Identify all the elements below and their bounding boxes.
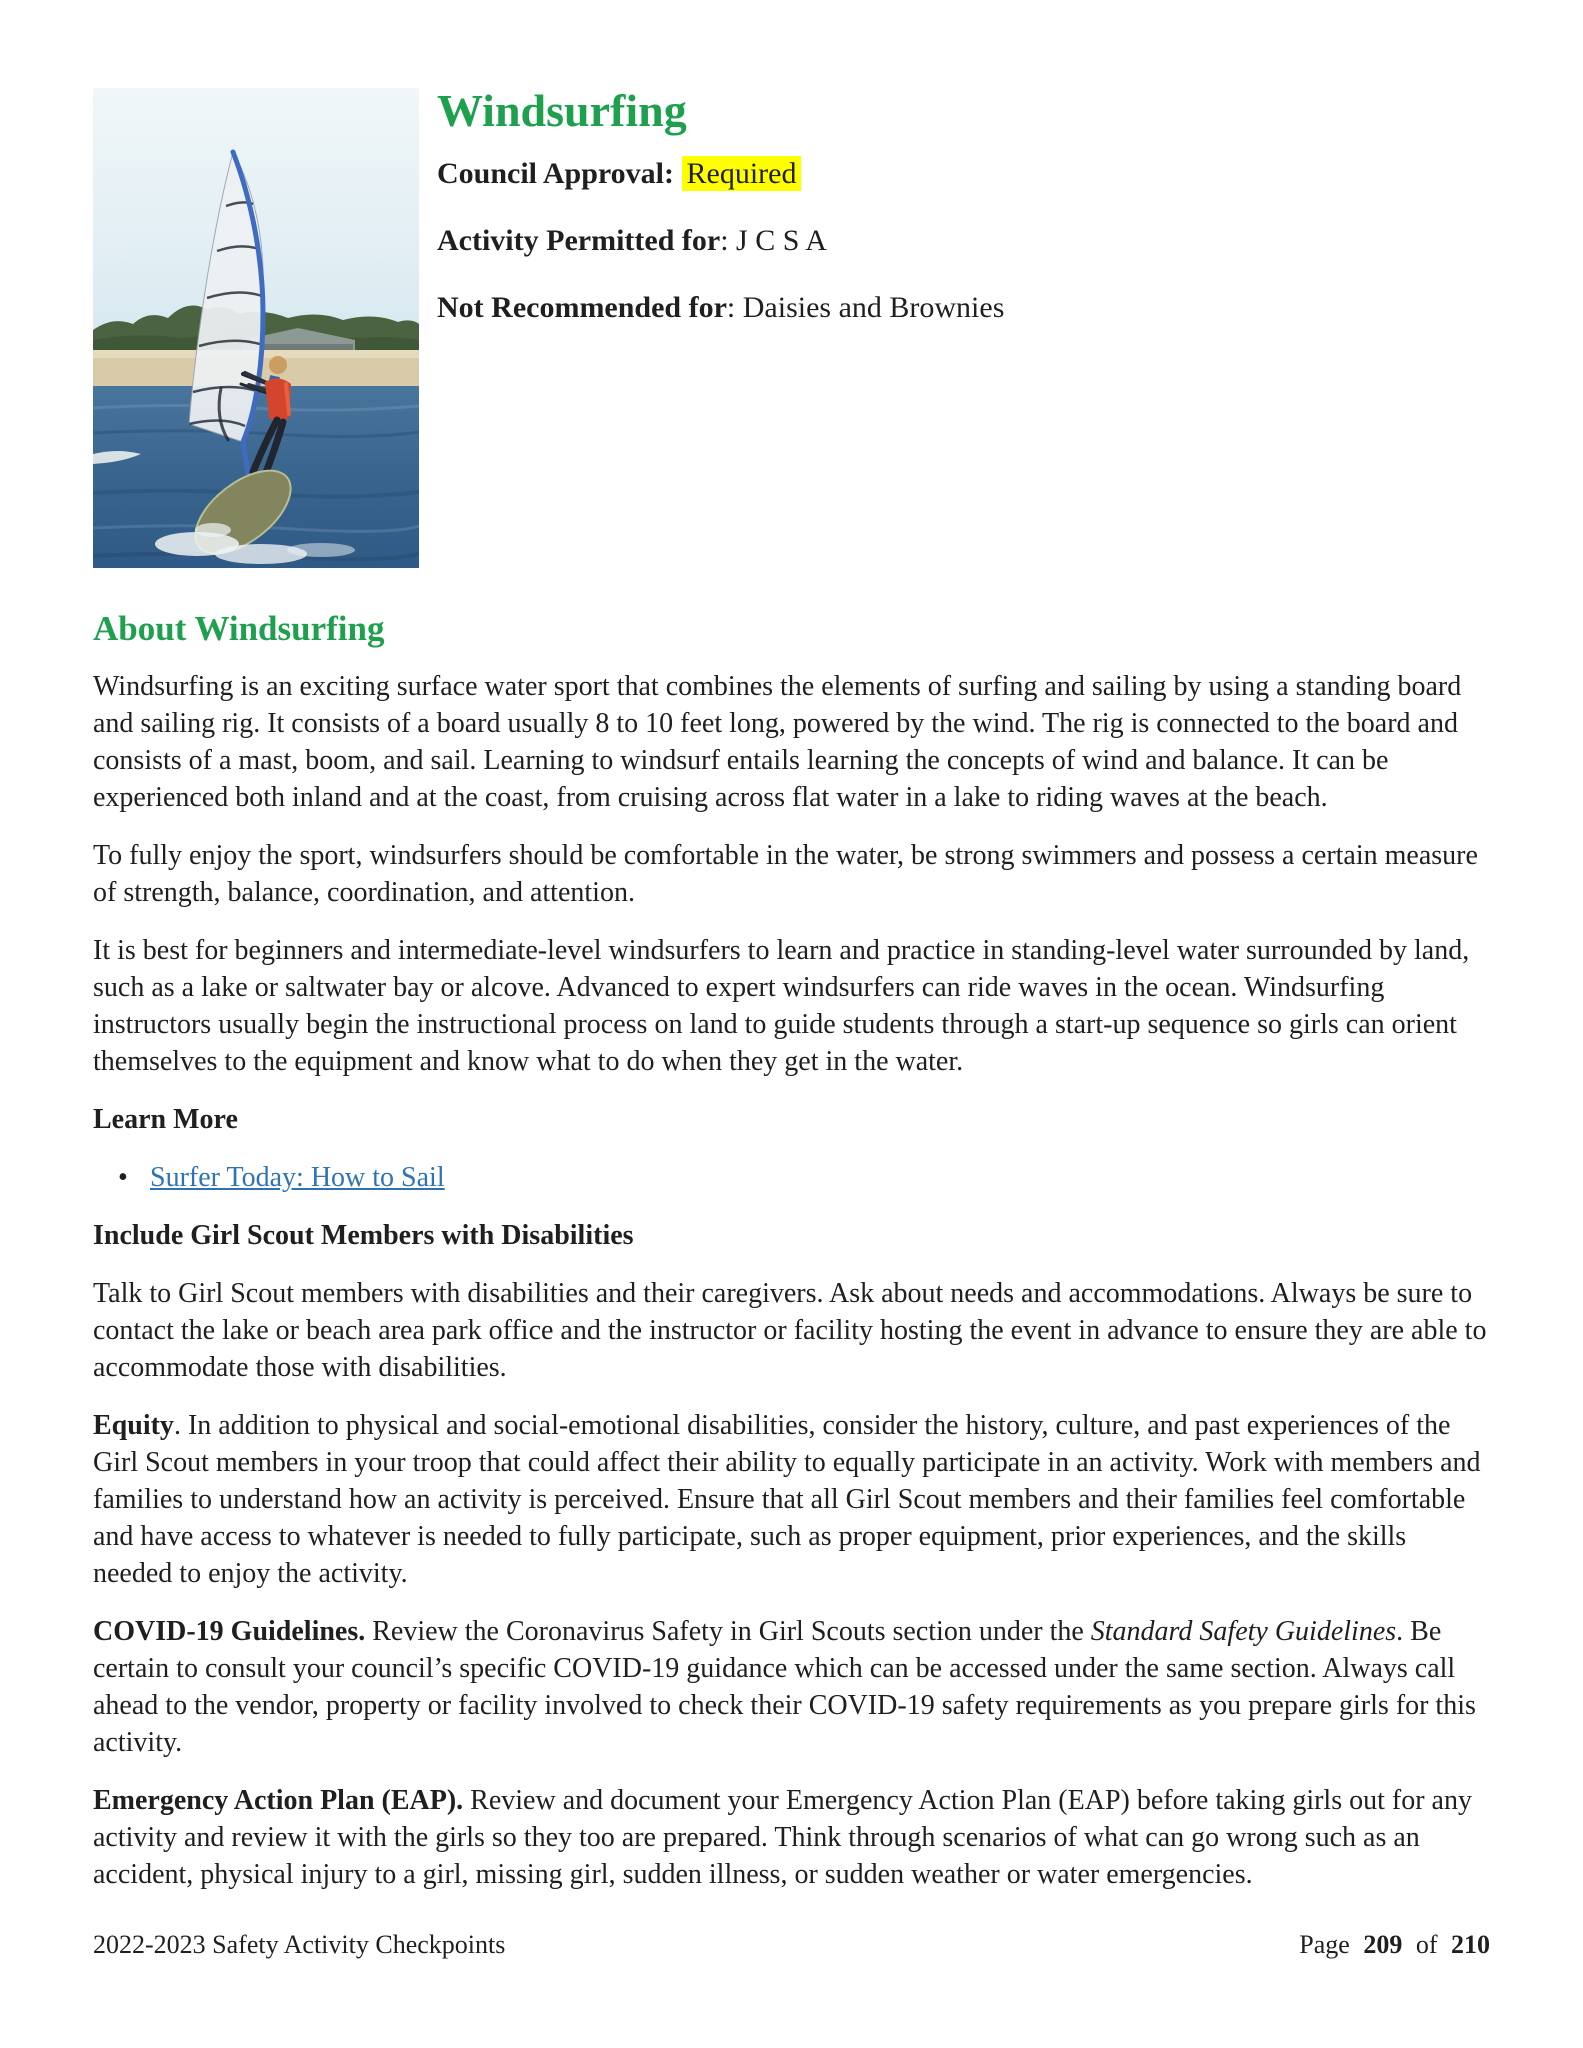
learn-more-heading: Learn More bbox=[93, 1104, 238, 1135]
covid-text-before: Review the Coronavirus Safety in Girl Scouts section under the bbox=[365, 1616, 1091, 1647]
learn-more-list-item bbox=[93, 1159, 1490, 1196]
body-content bbox=[93, 608, 1490, 1914]
activity-permitted-value: : J C S A bbox=[720, 224, 827, 257]
covid-paragraph bbox=[93, 1613, 1490, 1761]
covid-text-after: . Be certain to consult your council’s specific COVID-19 guidance which can be accessed under the same section. Always call ahead to the vendor, property or facility involved to check their COVID-19 safety requirements as you prepare girls for this activity. bbox=[93, 1616, 1476, 1758]
covid-italic-title: Standard Safety Guidelines bbox=[1090, 1616, 1397, 1647]
about-paragraph-3: It is best for beginners and intermediate-level windsurfers to learn and practice in standing-level water surrounded by land, such as a lake or saltwater bay or alcove. Advanced to expert windsurfers can ride waves in the ocean. Windsurfing instructors usually begin the instructional process on land to guide students through a start-up sequence so girls can orient themselves to the equipment and know what to do when they get in the water. bbox=[93, 935, 1470, 1077]
bullet-icon: • bbox=[118, 1162, 128, 1193]
eap-paragraph bbox=[93, 1782, 1490, 1893]
footer-of-label: of bbox=[1415, 1930, 1438, 1959]
footer-page-current: 209 bbox=[1363, 1930, 1403, 1959]
windsurfer-photo bbox=[93, 88, 419, 568]
equity-text: . In addition to physical and social-emotional disabilities, consider the history, culture, and past experiences of the Girl Scout members in your troop that could affect their ability to equally participate in an activity. Work with members and families to understand how an activity is perceived. Ensure that all Girl Scout members and their families feel comfortable and have access to whatever is needed to fully participate, such as proper equipment, prior experiences, and the skills needed to enjoy the activity. bbox=[93, 1410, 1481, 1589]
council-approval-value: Required bbox=[682, 156, 802, 191]
council-approval-line bbox=[437, 154, 1487, 194]
header bbox=[437, 86, 1487, 355]
page-title: Windsurfing bbox=[437, 85, 687, 136]
photo-rider-head bbox=[269, 356, 287, 374]
disabilities-heading: Include Girl Scout Members with Disabilities bbox=[93, 1220, 634, 1251]
page-footer bbox=[93, 1929, 1490, 1961]
council-approval-label: Council Approval: bbox=[437, 157, 674, 190]
equity-lead: Equity bbox=[93, 1410, 174, 1441]
footer-page-number bbox=[1299, 1929, 1490, 1961]
about-heading: About Windsurfing bbox=[93, 609, 385, 648]
footer-page-label: Page bbox=[1299, 1930, 1350, 1959]
not-recommended-value: : Daisies and Brownies bbox=[726, 291, 1005, 324]
not-recommended-line bbox=[437, 288, 1487, 328]
disabilities-paragraph: Talk to Girl Scout members with disabilities and their caregivers. Ask about needs and accommodations. Always be sure to contact the lake or beach area park office and the instructor or facility hosting the event in advance to ensure they are able to accommodate those with disabilities. bbox=[93, 1278, 1487, 1383]
covid-lead: COVID-19 Guidelines. bbox=[93, 1616, 366, 1647]
equity-paragraph bbox=[93, 1407, 1490, 1592]
footer-document-title: 2022-2023 Safety Activity Checkpoints bbox=[93, 1930, 506, 1959]
activity-permitted-label: Activity Permitted for bbox=[437, 224, 721, 257]
about-paragraph-2: To fully enjoy the sport, windsurfers should be comfortable in the water, be strong swimmers and possess a certain measure of strength, balance, coordination, and attention. bbox=[93, 840, 1478, 908]
surfer-today-link[interactable]: Surfer Today: How to Sail bbox=[150, 1162, 445, 1193]
footer-page-total: 210 bbox=[1451, 1930, 1490, 1959]
eap-lead: Emergency Action Plan (EAP). bbox=[93, 1785, 464, 1816]
eap-text: Review and document your Emergency Action Plan (EAP) before taking girls out for any activity and review it with the girls so they too are prepared. Think through scenarios of what can go wrong such as an accident, physical injury to a girl, missing girl, sudden illness, or sudden weather or water emergencies. bbox=[93, 1785, 1472, 1890]
about-paragraph-1: Windsurfing is an exciting surface water sport that combines the elements of surfing and sailing by using a standing board and sailing rig. It consists of a board usually 8 to 10 feet long, powered by the wind. The rig is connected to the board and consists of a mast, boom, and sail. Learning to windsurf entails learning the concepts of wind and balance. It can be experienced both inland and at the coast, from cruising across flat water in a lake to riding waves at the beach. bbox=[93, 671, 1462, 813]
not-recommended-label: Not Recommended for bbox=[437, 291, 727, 324]
activity-permitted-line bbox=[437, 221, 1487, 261]
